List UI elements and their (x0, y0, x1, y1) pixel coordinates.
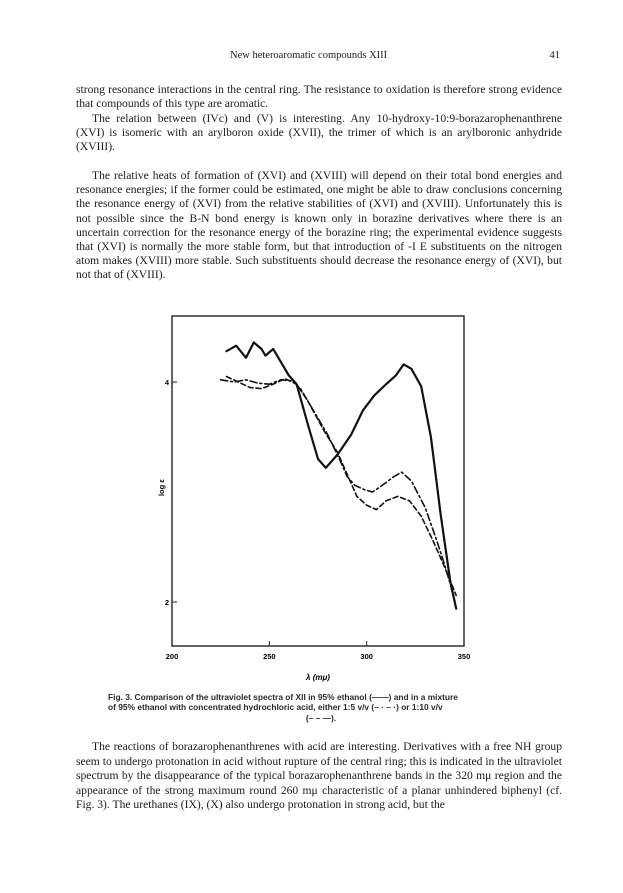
paragraph-1: strong resonance interactions in the central ring. The resistance to oxidation is therefore strong evidence that compounds of this type are aromatic. (76, 83, 562, 111)
y-axis-label: log ε (157, 479, 166, 497)
caption-line-2: of 95% ethanol with concentrated hydrochloric acid, either 1:5 v/v (– · – ·) or 1:10 v/v (108, 702, 443, 713)
paragraph-2: The relation between (IVc) and (V) is interesting. Any 10-hydroxy-10:9-borazarophenanthrene (XVI) is isomeric with an arylboron oxide (XVII), the trimer of which is an arylboronic anhydride (XVIII). (76, 112, 562, 154)
series-line-dash-dot (221, 380, 457, 609)
x-tick-label: 350 (457, 652, 471, 661)
caption-line-3: (– – —). (305, 712, 337, 723)
y-tick-label: 4 (164, 378, 169, 387)
series-line-dashed (227, 377, 457, 596)
page-number: 41 (549, 50, 560, 61)
x-tick-label: 300 (360, 652, 373, 661)
x-axis-label: λ (mμ) (306, 673, 330, 682)
figure-caption (108, 692, 534, 723)
y-tick-label: 2 (164, 598, 169, 607)
plot-frame (172, 316, 464, 646)
paragraph-4: The reactions of borazarophenanthrenes with acid are interesting. Derivatives with a free NH group seem to undergo protonation in acid without rupture of the central ring; this is indicated in the ultraviolet spectrum by the disappearance of the typical borazarophenanthrene bands in the 320 mμ region and the appearance of the strong maximum round 260 mμ characteristic of a planar unhindered biphenyl (cf. Fig. 3). The urethanes (IX), (X) also undergo protonation in strong acid, but the (76, 740, 562, 812)
caption-line-1: Fig. 3. Comparison of the ultraviolet spectra of XII in 95% ethanol (——) and in a mixture (108, 692, 458, 702)
x-tick-label: 200 (165, 652, 179, 661)
uv-spectrum-chart (157, 312, 474, 684)
x-tick-label: 250 (263, 652, 276, 661)
running-header (80, 50, 560, 66)
running-title: New heteroaromatic compounds XIII (230, 50, 388, 61)
paragraph-3: The relative heats of formation of (XVI) and (XVIII) will depend on their total bond energies and resonance energies; if the former could be estimated, one might be able to draw conclusions concerning the resonance energy of (XVI) from the relative stabilities of (XVI) and (XVIII). Unfortunately this is not possible since the B-N bond energy is known only in borazine derivatives where there is an uncertain correction for the resonance energy of the borazine ring; the experimental evidence suggests that (XVI) is normally the more stable form, but that introduction of -I E substituents on the nitrogen atom makes (XVIII) more stable. Such substituents should decrease the resonance energy of (XVI), but not that of (XVIII). (76, 169, 562, 282)
series-line-solid (227, 342, 457, 608)
uv-spectrum-figure (157, 312, 474, 684)
